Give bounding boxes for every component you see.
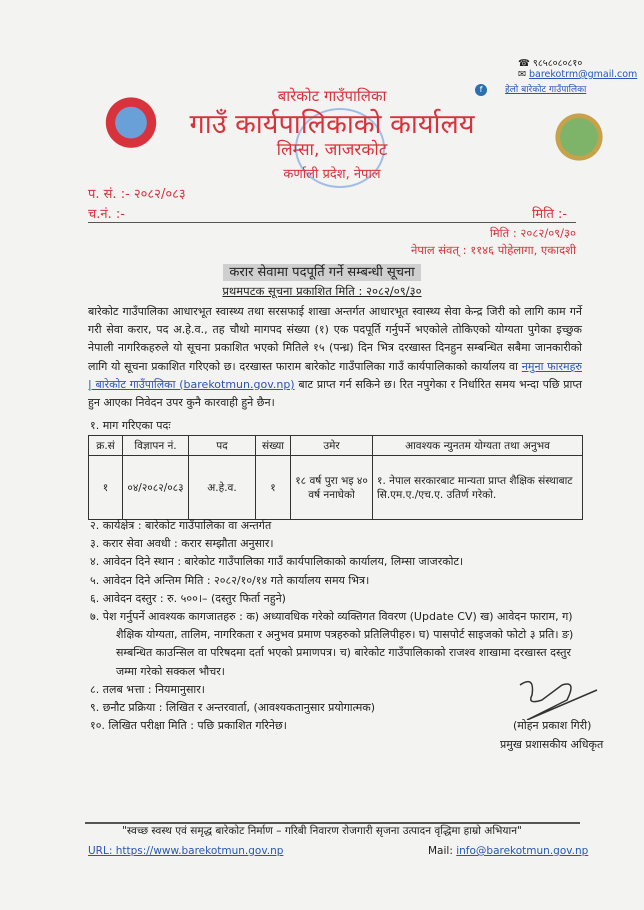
office-name: गाउँ कार्यपालिकाको कार्यालय xyxy=(189,109,475,140)
header-divider xyxy=(88,222,576,223)
signatory-name: (मोहन प्रकाश गिरी) xyxy=(513,719,592,732)
envelope-icon: ✉ xyxy=(518,69,526,80)
nepal-sambat: नेपाल संवत् : ११४६ पोहेलागा, एकादशी xyxy=(410,243,576,257)
notice-items xyxy=(90,517,582,735)
list-item: ७. पेश गर्नुपर्ने आवश्यक कागजातहरु : क) अध्यावधिक गरेको व्यक्तिगत विवरण (Update CV) ख) आवेदन फाराम, ग) शैक्षिक योग्यता, तालिम, नागरिकता र अनुभव प्रमाण पत्रहरुको प्रतिलिपीहरु। घ) पासपोर्ट साइजको फोटो ३ प्रति। ङ) सम्बन्धित काउन्सिल वा परिषदमा दर्ता भएको प्रमाणपत्र। च) बारेकोट गाउँपालिकाको राजश्व शाखामा दरखास्त दस्तुर जम्मा गरेको सक्कल भौचर। xyxy=(90,610,574,678)
list-item: ८. तलब भत्ता : नियमानुसार। xyxy=(90,682,205,696)
date-label: मिति :- xyxy=(532,207,568,222)
province: कर्णाली प्रदेश, नेपाल xyxy=(283,167,381,182)
footer-mail: Mail: info@barekotmun.gov.np xyxy=(428,845,589,857)
email-link[interactable]: barekotrm@gmail.com xyxy=(529,69,638,80)
table-header-row: क्र.सं विज्ञापन नं. पद संख्या उमेर आवश्यक न्युनतम योग्यता तथा अनुभव xyxy=(89,436,583,456)
list-item: ३. करार सेवा अवधी : करार सम्झौता अनुसार। xyxy=(90,537,274,551)
posts-table xyxy=(88,435,583,520)
list-item: ४. आवेदन दिने स्थान : बारेकोट गाउँपालिका गाउँ कार्यपालिकाको कार्यालय, लिम्सा जाजरकोट। xyxy=(90,555,464,569)
letter-number: प. सं. :- २०८२/०८३ xyxy=(88,187,186,202)
facebook-icon: f xyxy=(475,84,487,96)
website-link[interactable]: URL: https://www.barekotmun.gov.np xyxy=(88,845,284,857)
signatory-designation: प्रमुख प्रशासकीय अधिकृत xyxy=(500,738,604,751)
posts-heading: १. माग गरिएका पदः xyxy=(90,419,171,432)
footer-slogan: "स्वच्छ स्वस्थ एवं समृद्ध बारेकोट निर्माण – गरिबी निवारण रोजगारी सृजना उत्पादन वृद्धिमा हाम्रो अभियान" xyxy=(122,825,522,837)
list-item: १०. लिखित परीक्षा मिति : पछि प्रकाशित गरिनेछ। xyxy=(90,719,287,733)
mail-link[interactable]: info@barekotmun.gov.np xyxy=(456,845,589,857)
notice-title: करार सेवामा पदपूर्ति गर्ने सम्बन्धी सूचना xyxy=(0,262,644,280)
facebook-link[interactable]: हेलो बारेकोट गाउँपालिका xyxy=(505,85,587,95)
phone-line: ☎ ९८५८०८०८१० xyxy=(518,58,583,69)
notice-body: बारेकोट गाउँपालिका आधारभूत स्वास्थ्य तथा सरसफाई शाखा अन्तर्गत आधारभूत स्वास्थ्य सेवा केन्द्र जिरी को लागि काम गर्ने गरी सेवा करार, पद अ.हे.व., तह चौथो मागपद संख्या (१) एक पदपूर्ति गर्नुपर्ने भएकोले तोकिएको योग्यता पुगेका इच्छुक नेपाली नागरिकहरुले यो सूचना प्रकाशित भएको मितिले १५ (पन्ध्र) दिन भित्र दरखास्त दिनहुन सम्बन्धित सबैमा जानकारीको लागि यो सूचना प्रकाशित गरिएको छ। दरखास्त फाराम बारेकोट गाउँपालिका गाउँ कार्यपालिकाको कार्यालय वा नमुना फारमहरु | बारेकोट गाउँपालिका (barekotmun.gov.np) बाट प्राप्त गर्न सकिने छ। रित नपुगेका र निर्धारित समय भन्दा पछि प्राप्त हुन आएका निवेदन उपर कुनै कारवाही हुने छैन। xyxy=(88,305,582,410)
forms-link[interactable]: नमुना फारमहरु | बारेकोट गाउँपालिका (barekotmun.gov.np) xyxy=(88,359,582,391)
phone-icon: ☎ xyxy=(518,58,530,69)
dispatch-number: च.नं. :- xyxy=(88,207,125,222)
email-line xyxy=(518,69,637,80)
table-row: १ ०४/२०८२/०८३ अ.हे.व. १ १८ वर्ष पुरा भइ ४० वर्ष ननाघेको १. नेपाल सरकारबाट मान्यता प्राप्त शैक्षिक संस्थाबाट सि.एम.ए./एच.ए. उतिर्ण गरेको. xyxy=(89,456,583,520)
list-item: २. कार्यक्षेत्र : बारेकोट गाउँपालिका वा अन्तर्गत xyxy=(90,519,272,532)
notice-subtitle: प्रथमपटक सूचना प्रकाशित मिति : २०८२/०९/३० xyxy=(222,284,422,298)
list-item: ५. आवेदन दिने अन्तिम मिति : २०८२/१०/१४ गते कार्यालय समय भित्र। xyxy=(90,573,370,587)
office-location: लिम्सा, जाजरकोट xyxy=(276,140,388,160)
date: मिति : २०८२/०९/३० xyxy=(489,226,576,240)
list-item: ९. छनौट प्रक्रिया : लिखित र अन्तरवार्ता, (आवश्यकतानुसार प्रयोगात्मक) xyxy=(90,701,376,715)
list-item: ६. आवेदन दस्तुर : रु. ५००।– (दस्तुर फिर्ता नहुने) xyxy=(90,591,286,605)
municipality-name: बारेकोट गाउँपालिका xyxy=(277,87,387,105)
signature-mark xyxy=(510,670,610,720)
